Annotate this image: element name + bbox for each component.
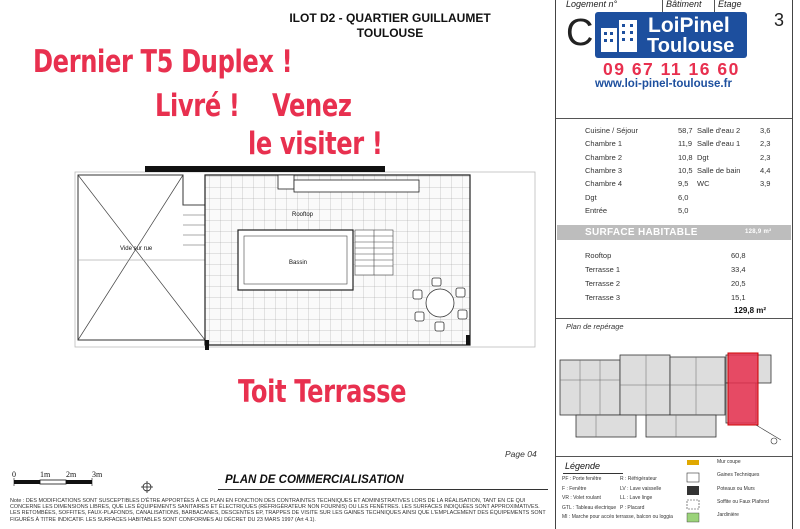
legend-item: R : Réfrigérateur (620, 476, 657, 482)
brand-name-line-2: Toulouse (647, 35, 735, 57)
room-area: 2,3 (760, 152, 771, 162)
room-name: Salle de bain (697, 165, 741, 175)
scale-bar (14, 478, 92, 486)
legend-item: Gaines Techniques (717, 472, 760, 479)
promo-line-3: le visiter ! (248, 126, 383, 162)
room-name: Terrasse 2 (585, 279, 621, 288)
room-area: 15,1 (731, 293, 746, 302)
etage-value: 3 (774, 10, 785, 30)
logement-value: C (566, 12, 594, 54)
room-area: 10,5 (678, 165, 693, 175)
building-icon (601, 18, 641, 52)
legal-note: Note : DES MODIFICATIONS SONT SUSCEPTIBLES D'ÊTRE APPORTÉES À CE PLAN EN FONCTION DES CONTRAINTES TECHNIQUES ET ADMINISTRATIVES LORS DE LA RÉALISATION, TANT EN CE QUI CONCERNE LES DIMENSIONS LIBRES, QUE LES ÉQUIPEMENTS SANITAIRES ET ÉLECTRIQUES (RÉFRIGÉRATEUR NON FOURNIS) OU LES FENÊTRES. LES SURFACES INDIQUÉES SONT APPROXIMATIVES. LES RETOMBÉES, SOFFITES, FAUX-PLAFONDS, CANALISATIONS, BARBACANES, DESCENTES EP, TRAPPES DE VISITE SUR LES GAINES TECHNIQUES AINSI QUE L'EMPLACEMENT DES ÉQUIPEMENTS SONT FIGURÉS À TITRE INDICATIF. LES SURFACES HABITABLES SONT CONFORMES AU DÉCRET DU 23 MARS 1997 (Art 4.1). (10, 498, 546, 523)
room-area: 2,3 (760, 139, 771, 149)
room-name: WC (697, 179, 710, 189)
legend-item: GTL : Tableau électrique (562, 504, 617, 511)
void-area (78, 175, 205, 340)
parapet (294, 180, 419, 192)
room-name: Terrasse 1 (585, 265, 621, 274)
website-link[interactable]: www.loi-pinel-toulouse.fr (595, 78, 732, 90)
legend-item: VR : Volet roulant (562, 495, 601, 501)
phone-number[interactable]: 09 67 11 16 60 (603, 59, 740, 79)
room-name: Rooftop (585, 251, 612, 260)
north-arrow-icon (141, 481, 153, 493)
room-name: Chambre 4 (585, 179, 623, 189)
etage-label: Etage (718, 0, 742, 9)
legend-swatches (686, 458, 716, 524)
legend-item: P : Placard (620, 504, 645, 511)
logement-label: Logement n° (566, 0, 618, 9)
room-name: Terrasse 3 (585, 293, 621, 302)
legend-item: Mur coupe (717, 459, 741, 465)
project-city: TOULOUSE (356, 26, 424, 40)
promo-line-2b: Venez (272, 88, 352, 124)
legend-item: PF : Porte fenêtre (562, 476, 602, 482)
scale-label-0: 0 (12, 470, 16, 479)
room-name: Cuisine / Séjour (585, 126, 638, 135)
room-area: 10,8 (678, 152, 693, 162)
footer-divider (218, 489, 548, 490)
legend-title: Légende (565, 461, 601, 471)
scale-label-3: 3m (92, 470, 103, 479)
legend-item: LV : Lave vaisselle (620, 485, 662, 492)
surface-label: SURFACE HABITABLE (585, 227, 698, 238)
room-table (585, 126, 785, 226)
project-name: ILOT D2 - QUARTIER GUILLAUMET (289, 11, 491, 25)
legend-item: LL : Lave linge (620, 495, 653, 501)
legend-item: Poteaux ou Murs (717, 485, 755, 492)
plan-reperage-label: Plan de repérage (566, 322, 624, 331)
room-area: 3,6 (760, 126, 771, 135)
void-label: Vide sur rue (120, 246, 153, 252)
room-area: 3,9 (760, 179, 771, 189)
stairs (355, 230, 393, 275)
room-area: 20,5 (731, 279, 746, 288)
exterior-total: 129,8 m² (734, 306, 767, 315)
pool-label: Bassin (289, 260, 308, 266)
room-area: 11,9 (678, 139, 693, 149)
room-area: 5,0 (678, 205, 689, 215)
room-area: 33,4 (731, 265, 746, 274)
scale-label-2: 2m (66, 470, 77, 479)
room-name: Chambre 2 (585, 152, 623, 162)
room-area: 9,5 (678, 179, 689, 189)
surface-value: 128,9 m² (745, 229, 772, 235)
brand-name-line-1: LoiPinel (648, 14, 730, 37)
legend-item: Jardinière (717, 512, 739, 519)
legend-item: F : Fenêtre (562, 485, 587, 492)
page-label: Page 04 (505, 449, 537, 459)
surface-habitable-bar (557, 225, 791, 240)
legend-item: MI : Marche pour accès terrasse, balcon ou loggia (562, 514, 673, 520)
room-area: 60,8 (731, 251, 746, 260)
plan-title: PLAN DE COMMERCIALISATION (225, 474, 404, 486)
compass-icon (771, 438, 777, 444)
room-name: Entrée (585, 205, 608, 215)
legend-item: Soffite ou Faux Plafond (717, 498, 769, 505)
room-area: 58,7 (678, 126, 693, 135)
top-wall (145, 166, 385, 172)
room-name: Salle d'eau 1 (697, 139, 741, 149)
batiment-label: Bâtiment (666, 0, 702, 9)
rooftop-label: Rooftop (292, 212, 314, 218)
promo-line-2a: Livré ! (155, 88, 240, 124)
location-plan (556, 345, 792, 445)
room-area: 6,0 (678, 192, 689, 202)
promo-line-1: Dernier T5 Duplex ! (33, 44, 293, 80)
scale-label-1: 1m (40, 470, 51, 479)
room-name: Chambre 3 (585, 165, 623, 175)
room-name: Salle d'eau 2 (697, 126, 741, 135)
promo-bottom: Toit Terrasse (238, 374, 407, 410)
room-name: Chambre 1 (585, 139, 623, 149)
highlighted-unit (728, 353, 758, 425)
room-name: Dgt (697, 152, 709, 162)
room-area: 4,4 (760, 165, 771, 175)
room-name: Dgt (585, 192, 597, 202)
